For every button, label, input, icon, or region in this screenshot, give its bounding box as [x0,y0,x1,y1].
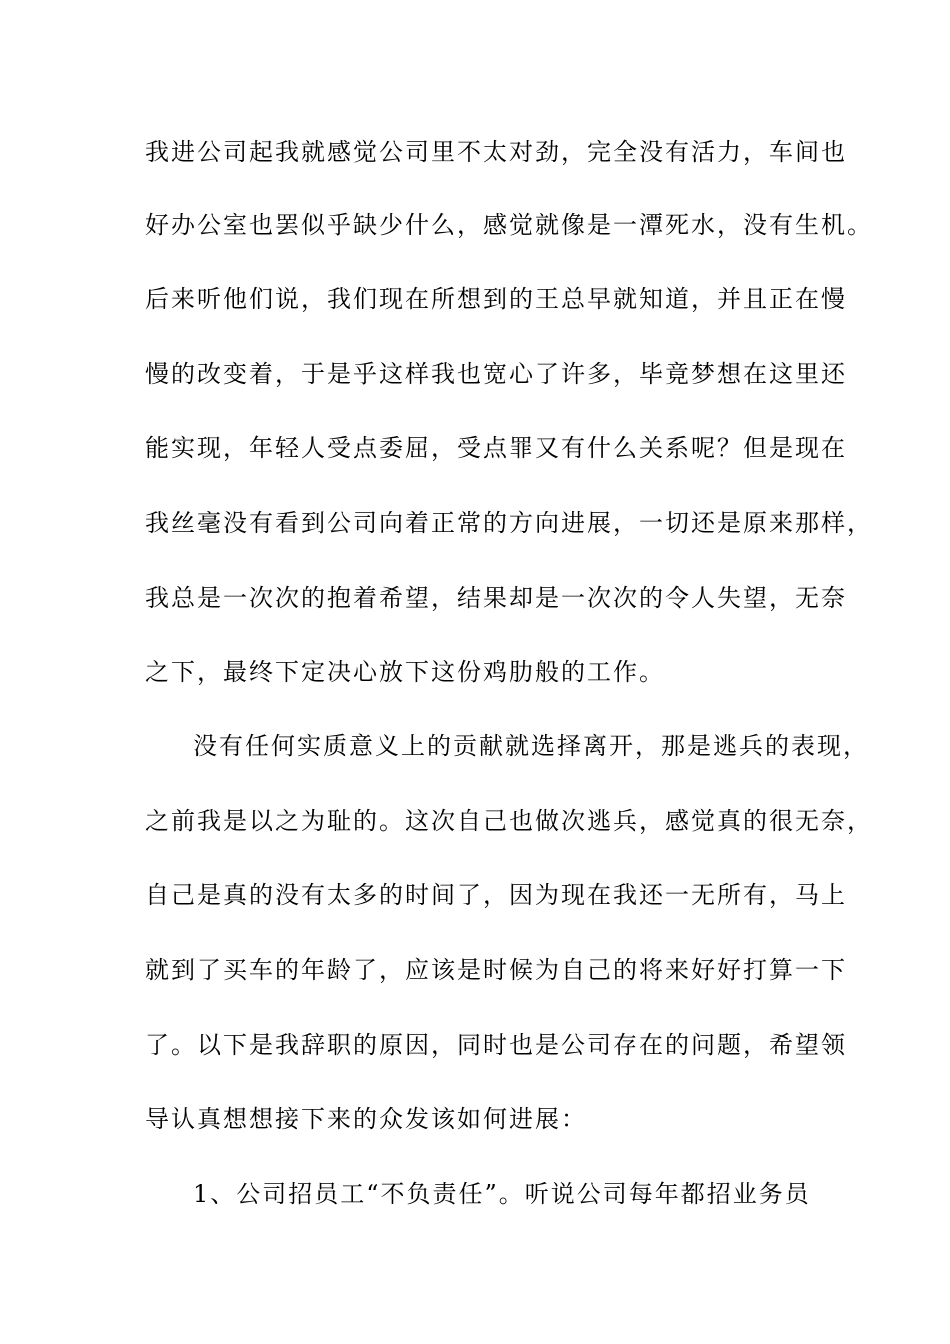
text-line-3: 后来听他们说，我们现在所想到的王总早就知道，并且正在慢 [145,285,847,313]
text-line-5: 能实现，年轻人受点委屈，受点罪又有什么关系呢？但是现在 [145,434,847,462]
text-line-2: 好办公室也罢似乎缺少什么，感觉就像是一潭死水，没有生机。 [145,211,873,239]
text-line-12: 就到了买车的年龄了，应该是时候为自己的将来好好打算一下 [145,956,847,984]
text-line-10: 之前我是以之为耻的。这次自己也做次逃兵，感觉真的很无奈， [145,807,873,835]
text-line-11: 自己是真的没有太多的时间了，因为现在我还一无所有，马上 [145,881,847,909]
text-line-1: 我进公司起我就感觉公司里不太对劲，完全没有活力，车间也 [145,138,847,166]
text-line-13: 了。以下是我辞职的原因，同时也是公司存在的问题，希望领 [145,1031,847,1059]
text-line-9: 没有任何实质意义上的贡献就选择离开，那是逃兵的表现， [193,732,869,760]
text-line-7: 我总是一次次的抱着希望，结果却是一次次的令人失望，无奈 [145,584,847,612]
text-line-15: 1、公司招员工“不负责任”。听说公司每年都招业务员 [193,1180,811,1208]
text-line-4: 慢的改变着，于是乎这样我也宽心了许多，毕竟梦想在这里还 [145,360,847,388]
text-line-14: 导认真想想接下来的众发该如何进展： [145,1105,587,1133]
text-line-6: 我丝毫没有看到公司向着正常的方向进展，一切还是原来那样， [145,509,873,537]
text-line-8: 之下，最终下定决心放下这份鸡肋般的工作。 [145,658,665,686]
